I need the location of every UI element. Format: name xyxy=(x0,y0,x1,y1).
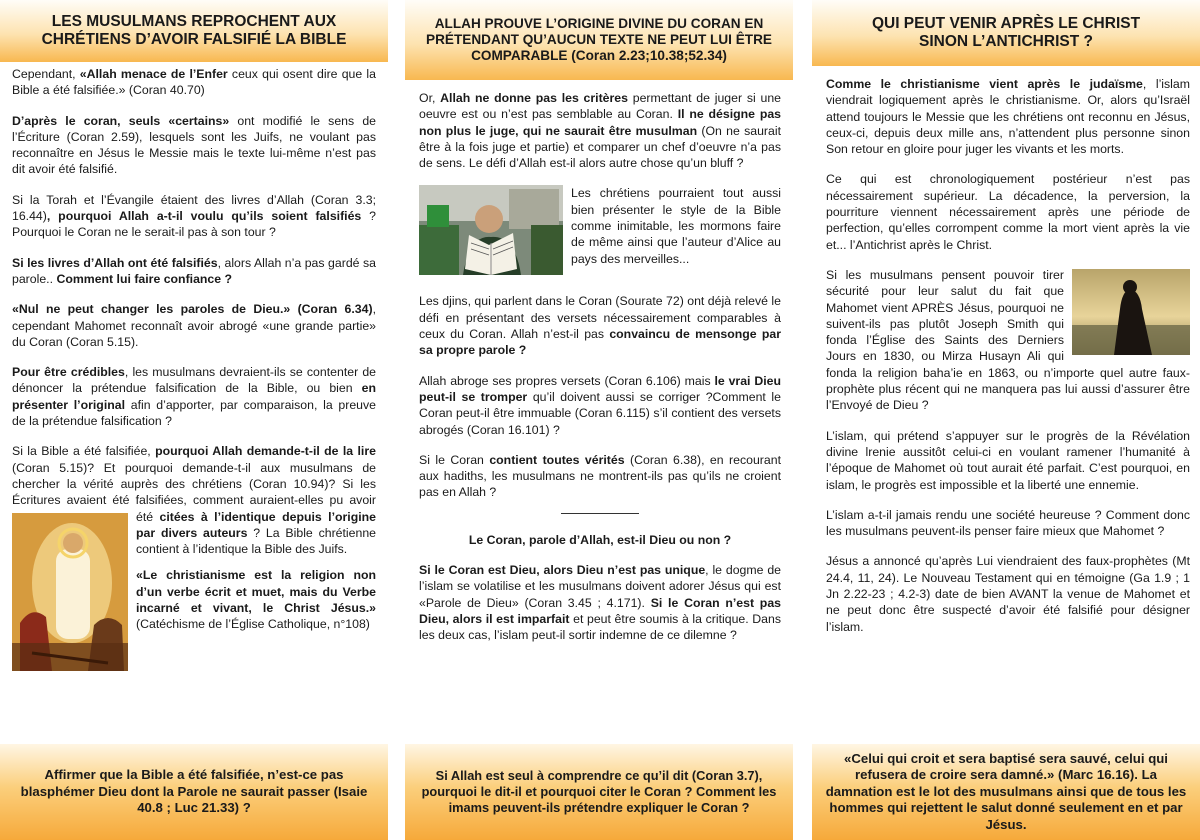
paragraph: Pour être crédibles, les musulmans devraient-ils se contenter de dénoncer la prétendue falsification de la Bible, ou bien en présenter l’original afin d’apporter, par comparaison, la preuve de la prétendue falsification ? xyxy=(12,365,377,429)
photo-reading-quran xyxy=(419,185,563,275)
paragraph: D’après le coran, seuls «certains» ont modifié le sens de l’Écriture (Coran 2.59), lesquels sont les Juifs, ne voulant pas reconnaître en Jésus le Messie mais le texte lui-même n’est pas dit avoir été falsifié. xyxy=(12,113,376,177)
panel-footer: Si Allah est seul à comprendre ce qu’il dit (Coran 3.7), pourquoi le dit-il et pourquoi citer le Coran ? Comment les imams peuvent-ils prétendre expliquer le Coran ? xyxy=(405,744,793,840)
panel-title: LES MUSULMANS REPROCHENT AUX CHRÉTIENS D’AVOIR FALSIFIÉ LA BIBLE xyxy=(0,0,388,62)
subheading: Le Coran, parole d’Allah, est-il Dieu ou non ? xyxy=(468,532,732,547)
paragraph: Si les musulmans pensent pouvoir tirer sécurité pour leur salut du fait que Mahomet vient APRÈS Jésus, pourquoi ne suivent-ils pas plutôt Joseph Smith qui fonda l’Église des Saints des Derniers Jours en 1830, ou Mirza Husayn Ali qui fonda la religion baha’ie en 1863, ou n’importe quel autre faux-prophète plus récent qui ne manquera pas lui aussi d’assurer être l’Envoyé de Dieu ? xyxy=(826,267,1190,413)
panel-title: ALLAH PROUVE L’ORIGINE DIVINE DU CORAN EN PRÉTENDANT QU’AUCUN TEXTE NE PEUT LUI ÊTRE COMPARABLE (Coran 2.23;10.38;52.34) xyxy=(405,0,793,80)
photo-icon xyxy=(1072,269,1190,355)
paragraph: Ce qui est chronologiquement postérieur n’est pas nécessairement supérieur. La décadence, la perversion, la pourriture viennent nécessairement après une période de perfection, qu’elles corrompent comme la mort vient après la vie et... l’Antichrist après le Christ. xyxy=(826,172,1190,252)
paragraph: Or, Allah ne donne pas les critères permettant de juger si une oeuvre est ou n’est pas semblable au Coran. Il ne désigne pas non plus le juge, qui ne saurait être musulman (On ne saurait être à la fois juge et partie) et comparer un chef d’oeuvre n’a pas de sens. Le défi d’Allah est-il alors autre chose qu’un bluff ? xyxy=(419,91,782,171)
photo-icon xyxy=(419,185,563,275)
divider xyxy=(561,513,639,514)
panel-middle xyxy=(405,0,793,840)
paragraph: Si les livres d’Allah ont été falsifiés, alors Allah n’a pas gardé sa parole.. Comment lui faire confiance ? xyxy=(12,255,376,286)
panel-body xyxy=(12,66,376,675)
resurrection-icon xyxy=(12,513,128,671)
panel-title: QUI PEUT VENIR APRÈS LE CHRIST SINON L’ANTICHRIST ? xyxy=(812,0,1200,66)
panel-left xyxy=(0,0,388,840)
icon-painting-image xyxy=(12,513,128,671)
paragraph: Si le Coran contient toutes vérités (Coran 6.38), en recourant aux hadiths, les musulmans ne montrent-ils pas qu’ils ne croient pas en Allah ? xyxy=(419,452,782,500)
paragraph: L’islam a-t-il jamais rendu une société heureuse ? Comment donc les musulmans peuvent-ils penser faire mieux que Mahomet ? xyxy=(826,507,1190,539)
paragraph: «Nul ne peut changer les paroles de Dieu.» (Coran 6.34), cependant Mahomet reconnaît avoir abrogé «une grande partie» du Coran (Coran 5.15). xyxy=(12,302,376,349)
paragraph: Si la Torah et l’Évangile étaient des livres d’Allah (Coran 3.3; 16.44), pourquoi Allah a-t-il voulu qu’ils soient falsifiés ? Pourquoi le Coran ne le serait-il pas à son tour ? xyxy=(12,192,376,240)
photo-veiled-woman xyxy=(1072,269,1190,355)
paragraph: Les chrétiens pourraient tout aussi bien présenter le style de la Bible comme inimitable, les mormons faire de même ainsi que l’auteur d’Alice au pays des merveilles... xyxy=(419,185,781,279)
panel-body xyxy=(826,76,1190,649)
paragraph: Les djins, qui parlent dans le Coran (Sourate 72) ont déjà relevé le défi en présentant des versets nécessairement comparables à ceux du Coran. Allah n’est-il pas convaincu de mensonge par sa propre parole ? xyxy=(419,294,781,358)
panel-footer: «Celui qui croit et sera baptisé sera sauvé, celui qui refusera de croire sera damné.» (Marc 16.16). La damnation est le lot des musulmans ainsi que de tous les hommes qui rejettent le salut donné seulement en et par Jésus. xyxy=(812,744,1200,840)
paragraph: Si le Coran est Dieu, alors Dieu n’est pas unique, le dogme de l’islam se volatilise et les musulmans doivent adorer Jésus qui est «Parole de Dieu» (Coran 3.45 ; 4.171). Si le Coran n’est pas Dieu, alors il est imparfait et peut être soumis à la critique. Dans les deux cas, l’islam peut-il sortir indemne de ce dilemne ? xyxy=(419,563,782,643)
paragraph: Si la Bible a été falsifiée, pourquoi Allah demande-t-il de la lire (Coran 5.15)? Et pourquoi demande-t-il aux musulmans de chercher la vérité auprès des chrétiens (Coran 10.94)? Si les Écritures avaient été falsifiées, comment auraient-elles pu avoir été citées à l’identique depuis l’origine par divers auteurs ? La Bible chrétienne contient à l’identique la Bible des Juifs. xyxy=(12,443,376,557)
panel-right xyxy=(812,0,1200,840)
paragraph: Cependant, «Allah menace de l’Enfer ceux qui osent dire que la Bible a été falsifiée.» (Coran 40.70) xyxy=(12,67,376,98)
paragraph: Jésus a annoncé qu’après Lui viendraient des faux-prophètes (Mt 24.4, 11, 24). Le Nouveau Testament qui en témoigne (Ga 1.9 ; 1 Jn 2.22-23 ; 4.2-3) date de bien AVANT la venue de Mahomet et ne peut donc être suspecté d’avoir été falsifié pour désigner l’islam. xyxy=(826,554,1190,634)
paragraph: Allah abroge ses propres versets (Coran 6.106) mais le vrai Dieu peut-il se tromper qu’il doivent aussi se corriger ?Comment le Coran peut-il être immuable (Coran 6.115) s’il contient des versets abrogés (Coran 16.101) ? xyxy=(419,373,781,437)
panel-body xyxy=(419,90,781,658)
paragraph: Comme le christianisme vient après le judaïsme, l’islam viendrait logiquement après le christianisme. Or, alors qu’Israël attend toujours le Messie que les chrétiens ont reconnu en Jésus, ceux-ci, depuis deux mille ans, n’attendent plus personne sinon Son retour en gloire pour juger les vivants et les morts. xyxy=(826,77,1190,157)
paragraph: L’islam, qui prétend s’appuyer sur le progrès de la Révélation divine lrenie aussitôt celui-ci en voulant ramener l’humanité à l’époque de Mahomet où tout aurait été parfait. C’est pourquoi, en islam, le progrès est impossible et la liberté une ennemie. xyxy=(826,428,1190,492)
quote-paragraph: «Le christianisme est la religion non d’un verbe écrit et muet, mais du Verbe incarné et vivant, le Christ Jésus.» (Catéchisme de l’Église Catholique, n°108) xyxy=(136,568,376,632)
panel-footer: Affirmer que la Bible a été falsifiée, n’est-ce pas blasphémer Dieu dont la Parole ne saurait passer (Isaie 40.8 ; Luc 21.33) ? xyxy=(0,744,388,840)
